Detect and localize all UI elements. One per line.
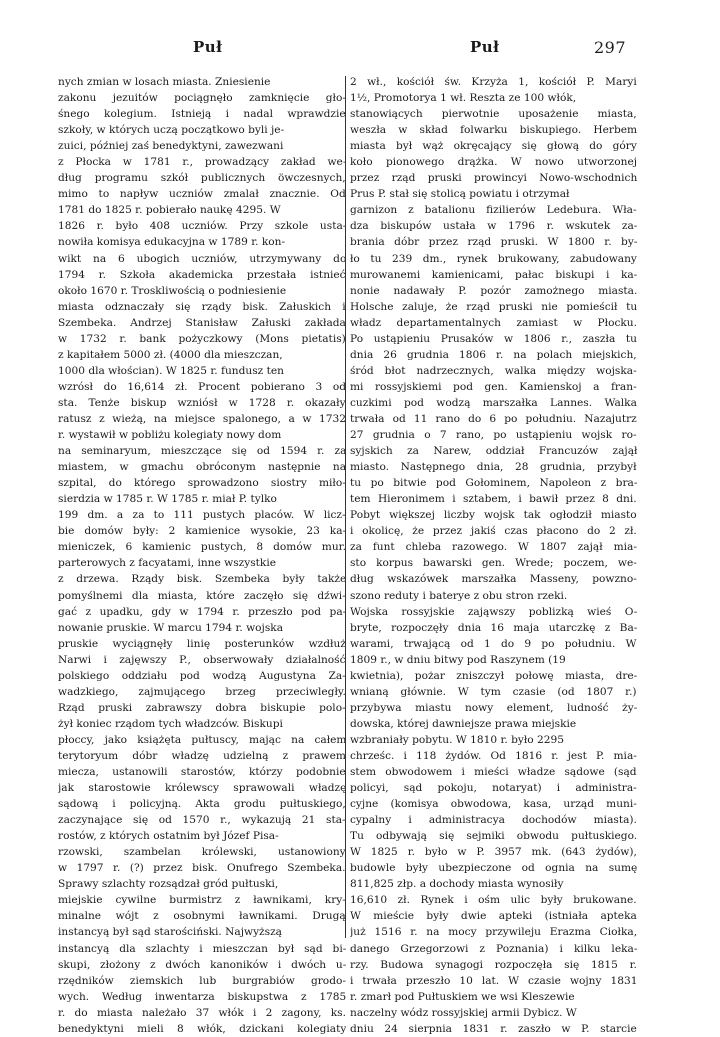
text-line: r. do miasta należało 37 włók i 2 zagony, ks. xyxy=(58,1006,346,1019)
text-line: polskiego oddziału pod wodzą Augustyna Za- xyxy=(58,669,346,682)
text-line: trwała od 11 rano do 6 po południu. Nazajutrz xyxy=(350,412,637,425)
text-line: koło pionowego drążka. W nowo utworzonej xyxy=(350,156,637,169)
text-line: miecza, ustanowili starostów, którzy podobnie xyxy=(58,766,346,779)
right-text-column xyxy=(350,74,637,1037)
text-line: chrześc. i 118 żydów. Od 1816 r. jest P. mia- xyxy=(350,749,637,762)
text-line: minalne wójt z osobnymi ławnikami. Drugą xyxy=(58,910,346,923)
running-header-left: Puł xyxy=(193,38,223,56)
text-line: na seminaryum, mieszczące się od 1594 r. za xyxy=(58,445,346,458)
text-line: wadzkiego, zajmującego brzeg przeciwległy. xyxy=(58,685,346,698)
text-line: płoccy, jako książęta pułtuscy, mając na całem xyxy=(58,733,346,746)
text-line: szono reduty i baterye z obu stron rzeki. xyxy=(350,589,568,602)
text-line: warami, trwającą od 1 do 9 po południu. W xyxy=(350,637,637,650)
text-line: mieniczek, 6 kamienic pustych, 8 domów mur. xyxy=(58,541,346,554)
text-line: władz departamentalnych zamiast w Płocku. xyxy=(350,316,637,329)
text-line: weszła w skład folwarku biskupiego. Herbem xyxy=(350,124,637,137)
text-line: skupi, złożony z dwóch kanoników i dwóch u- xyxy=(58,958,346,971)
text-line: 2 wł., kościół św. Krzyża 1, kościół P. Maryi xyxy=(350,76,637,88)
text-line: kwietnia), pożar zniszczył połowę miasta, dre- xyxy=(350,669,637,682)
text-line: ratusz z wieżą, na miejsce spalonego, a w 1732 xyxy=(58,412,346,425)
text-line: Prus P. stał się stolicą powiatu i otrzymał xyxy=(350,188,570,201)
text-line: r. zmarł pod Pułtuskiem we wsi Kleszewie xyxy=(350,990,575,1003)
text-line: nych zmian w losach miasta. Zniesienie xyxy=(58,76,271,88)
text-line: cyjne (komisya obwodowa, kasa, urząd muni- xyxy=(350,798,637,811)
text-line: dług wskazówek marszałka Masseny, powzno- xyxy=(350,573,637,586)
text-line: nonie nadawały P. pozór zamożnego miasta. xyxy=(350,284,637,297)
text-line: dza biskupów ustała w 1796 r. wskutek za- xyxy=(350,220,637,233)
column-divider xyxy=(345,76,346,938)
text-line: 1½, Promotorya 1 wł. Reszta ze 100 włók, xyxy=(350,92,577,105)
text-line: r. wystawił w pobliżu kolegiaty nowy dom xyxy=(58,429,282,442)
text-line: dowska, której dawniejsze prawa miejskie xyxy=(350,717,577,730)
text-line: już 1516 r. na mocy przywileju Erazma Ciołka, xyxy=(350,926,637,939)
text-line: śnego kolegium. Istnieją i nadal wprawdzie xyxy=(58,108,346,121)
text-line: bryte, rozpoczęły dnia 16 maja utarczkę z Ba- xyxy=(350,621,637,634)
text-line: rzowski, szambelan królewski, ustanowiony xyxy=(58,846,346,859)
text-line: Po ustąpieniu Prusaków w 1806 r., zaszła tu xyxy=(350,332,637,345)
text-line: w 1732 r. bank pożyczkowy (Mons pietatis) xyxy=(58,332,346,345)
text-line: garnizon z batalionu fizilierów Ledebura. Wła- xyxy=(350,204,637,217)
text-line: sierdzia w 1785 r. W 1785 r. miał P. tylko xyxy=(58,493,277,506)
text-line: policyi, sąd pokoju, notaryat) i administra- xyxy=(350,782,637,795)
text-line: murowanemi kamienicami, pałac biskupi i ka- xyxy=(350,268,637,281)
text-line: stanowiących pierwotnie uposażenie miasta, xyxy=(350,108,637,121)
text-line: w 1797 r. (?) przez bisk. Onufrego Szembeka. xyxy=(58,862,346,875)
text-line: z Płocka w 1781 r., prowadzący zakład we- xyxy=(58,156,346,169)
text-line: Wojska rossyjskie zająwszy poblizką wieś O- xyxy=(350,605,637,618)
text-line: dnia 26 grudnia 1806 r. na polach miejskich, xyxy=(350,348,637,361)
text-line: miasta był wąż okręcający się głową do góry xyxy=(350,140,637,153)
text-line: Narwi i zajęwszy P., obserwowały działalność xyxy=(58,653,346,666)
text-line: 1826 r. było 408 uczniów. Przy szkole usta- xyxy=(58,220,346,233)
text-line: 27 grudnia o 7 rano, po ustąpieniu wojsk ro- xyxy=(350,429,637,442)
page-number: 297 xyxy=(594,38,627,57)
text-line: 1794 r. Szkoła akademicka przestała istnieć xyxy=(58,268,346,281)
text-line: terytoryum dóbr władzę udzielną z prawem xyxy=(58,749,346,762)
left-text-column xyxy=(58,74,346,1037)
text-line: tem Hieronimem i sztabem, i bawił przez 8 dni. xyxy=(350,493,637,506)
text-line: 811,825 złp. a dochody miasta wynosiły xyxy=(350,878,564,891)
text-line: dniu 24 sierpnia 1831 r. zaszło w P. starcie xyxy=(350,1022,637,1035)
text-line: instancyą dla szlachty i mieszczan był sąd bi- xyxy=(58,942,346,955)
text-line: W 1825 r. było w P. 3957 mk. (643 żydów), xyxy=(350,846,637,859)
text-line: nowanie pruskie. W marcu 1794 r. wojska xyxy=(58,621,284,634)
text-line: i trwała przeszło 10 lat. W czasie wojny 1831 xyxy=(350,974,637,987)
text-line: około 1670 r. Troskliwością o podniesienie xyxy=(58,284,287,297)
text-line: tu po bitwie pod Gołominem, Napoleon z bra- xyxy=(350,477,637,490)
text-line: pruskie wyciągnęły linię posterunków wzdłuż xyxy=(58,637,346,650)
text-line: śród błot nadrzecznych, walka między wojska- xyxy=(350,364,637,377)
text-line: wzrósł do 16,614 zł. Procent pobierano 3 od xyxy=(58,380,346,393)
text-line: 1781 do 1825 r. pobierało naukę 4295. W xyxy=(58,204,281,217)
text-line: parterowych z facyatami, inne wszystkie xyxy=(58,557,276,570)
text-line: 1000 dla włościan). W 1825 r. fundusz ten xyxy=(58,364,284,377)
text-line: cuzkimi pod wodzą marszałka Lannes. Walka xyxy=(350,396,637,409)
text-line: wych. Według inwentarza biskupstwa z 1785 xyxy=(58,990,346,1003)
text-line: zakonu jezuitów pociągnęło zamknięcie gło- xyxy=(58,92,346,105)
text-line: Sprawy szlachty rozsądzał gród pułtuski, xyxy=(58,878,279,891)
text-line: szkoły, w których uczą początkowo byli je- xyxy=(58,124,285,137)
text-line: miasto. Następnego dnia, 28 grudnia, przybył xyxy=(350,461,637,474)
text-line: wzbraniały pobytu. W 1810 r. było 2295 xyxy=(350,733,564,746)
text-line: jak starostowie królewscy sprawowali władzę xyxy=(58,782,346,795)
text-line: mimo to napływ uczniów zmalał znacznie. Od xyxy=(58,188,346,201)
text-line: Tu odbywają się sejmiki obwodu pułtuskiego. xyxy=(350,830,637,843)
text-line: 16,610 zł. Rynek i ośm ulic były brukowane. xyxy=(350,894,637,907)
text-line: przez rząd pruski prowincyi Nowo-wschodnich xyxy=(350,172,637,185)
text-line: Rząd pruski zabrawszy dobra biskupie polo- xyxy=(58,701,346,714)
text-line: sto korpus bawarski gen. Wrede; poczem, we- xyxy=(350,557,637,570)
text-line: miasta odznaczały się rządy bisk. Załuskich i xyxy=(58,300,346,313)
text-line: pomyślnemi dla miasta, które zaczęło się dźwi- xyxy=(58,589,346,602)
text-line: rzy. Budowa synagogi rozpoczęła się 1815 r. xyxy=(350,958,637,971)
text-line: przybywa miastu nowy element, ludność ży- xyxy=(350,701,637,714)
text-line: miejskie cywilne burmistrz z ławnikami, kry- xyxy=(58,894,346,907)
text-line: stem obwodowem i mieści władze sądowe (sąd xyxy=(350,766,637,779)
text-line: Pobyt większej liczby wojsk tak ogłodził miasto xyxy=(350,509,637,522)
text-line: zaczynające się od 1570 r., wykazują 21 sta- xyxy=(58,814,346,827)
text-line: ło tu 239 dm., rynek brukowany, zabudowany xyxy=(350,252,637,265)
text-line: i okolicę, że przez jakiś czas płacono do 2 zł. xyxy=(350,525,637,538)
text-line: 199 dm. a za to 111 pustych placów. W licz- xyxy=(58,509,346,522)
text-line: W mieście były dwie apteki (istniała apteka xyxy=(350,910,637,923)
text-line: brania dóbr przez rząd pruski. W 1800 r. by- xyxy=(350,236,637,249)
text-line: budowle były ubezpieczone od ognia na sumę xyxy=(350,862,637,875)
text-line: dług programu szkół publicznych öwczesnych, xyxy=(58,172,346,185)
text-line: rostów, z których ostatnim był Józef Pisa- xyxy=(58,830,279,843)
text-line: syjskich za Narew, oddział Francuzów zajął xyxy=(350,445,637,458)
text-line: wikt na 6 ubogich uczniów, utrzymywany do xyxy=(58,252,346,265)
text-line: żył koniec rządom tych władzców. Biskupi xyxy=(58,717,283,730)
text-line: naczelny wódz rossyjskiej armii Dybicz. W xyxy=(350,1006,577,1019)
text-line: sądową i policyjną. Akta grodu pułtuskiego, xyxy=(58,798,346,811)
text-line: mi rossyjskiemi pod gen. Kamienskoj a fran- xyxy=(350,380,637,393)
text-line: wnianą głównie. W tym czasie (od 1807 r.) xyxy=(350,685,637,698)
text-line: gać z upadku, gdy w 1794 r. przeszło pod pa- xyxy=(58,605,346,618)
text-line: Szembeka. Andrzej Stanisław Załuski zakłada xyxy=(58,316,346,329)
text-line: 1809 r., w dniu bitwy pod Raszynem (19 xyxy=(350,653,566,666)
running-header-center: Puł xyxy=(470,38,500,56)
text-line: z kapitałem 5000 zł. (4000 dla mieszczan, xyxy=(58,348,283,361)
text-line: miastem, w gmachu obróconym następnie na xyxy=(58,461,346,474)
text-line: szpital, do którego sprowadzono siostry miło- xyxy=(58,477,346,490)
text-line: rzędników ziemskich lub burgrabiów grodo- xyxy=(58,974,346,987)
text-line: z drzewa. Rządy bisk. Szembeka były także xyxy=(58,573,346,586)
text-line: sta. Tenże biskup wzniósł w 1728 r. okazały xyxy=(58,396,346,409)
text-line: instancyą był sąd starościński. Najwyższą xyxy=(58,926,282,939)
text-line: Holsche zaluje, że rząd pruski nie pomieścił tu xyxy=(350,300,637,313)
text-line: nowiła komisya edukacyjna w 1789 r. kon- xyxy=(58,236,286,249)
text-line: danego Grzegorzowi z Poznania) i kilku leka- xyxy=(350,942,637,955)
text-line: za funt chleba razowego. W 1807 zajął mia- xyxy=(350,541,637,554)
text-line: cypalny i administracya dochodów miasta). xyxy=(350,814,637,827)
text-line: bie domów były: 2 kamienice wysokie, 23 ka- xyxy=(58,525,346,538)
text-line: benedyktyni mieli 8 włók, dzickani kolegiaty xyxy=(58,1022,346,1035)
text-line: zuici, później zaś benedyktyni, zawezwani xyxy=(58,140,284,153)
